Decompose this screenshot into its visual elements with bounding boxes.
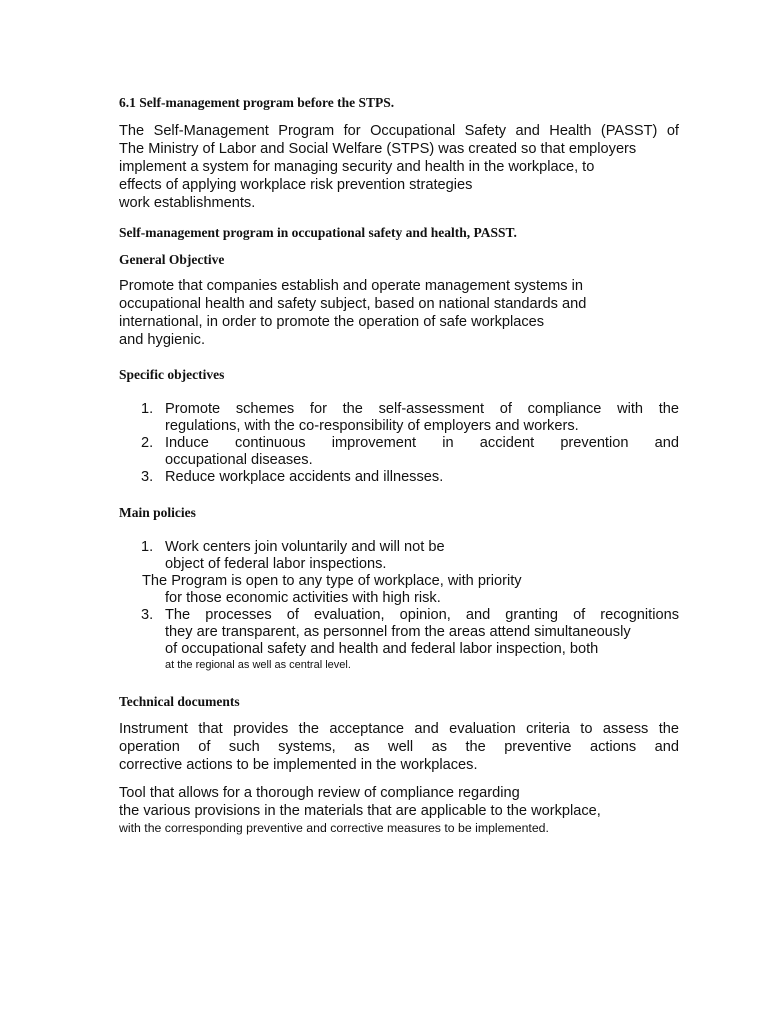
list-number: 3. bbox=[141, 607, 154, 623]
intro-paragraph bbox=[119, 122, 679, 212]
list-item bbox=[119, 573, 679, 607]
general-objective-line: occupational health and safety subject, based on national standards and bbox=[119, 296, 587, 312]
technical-documents-line: corrective actions to be implemented in the workplaces. bbox=[119, 757, 478, 773]
list-item-line: at the regional as well as central level. bbox=[165, 659, 351, 671]
list-number: 1. bbox=[141, 401, 154, 417]
intro-line: The Ministry of Labor and Social Welfare (STPS) was created so that employers bbox=[119, 141, 637, 157]
general-objective-line: Promote that companies establish and operate management systems in bbox=[119, 278, 584, 294]
intro-line: work establishments. bbox=[119, 195, 256, 211]
main-policies-list bbox=[119, 539, 679, 673]
list-item-line: they are transparent, as personnel from the areas attend simultaneously bbox=[165, 624, 631, 640]
technical-documents-line: operation of such systems, as well as the preventive actions and bbox=[119, 739, 679, 755]
list-item bbox=[119, 401, 679, 435]
program-title: Self-management program in occupational safety and health, PASST. bbox=[119, 225, 517, 240]
list-item-line: The Program is open to any type of workplace, with priority bbox=[142, 573, 522, 589]
list-number: 3. bbox=[141, 469, 154, 485]
general-objective-line: and hygienic. bbox=[119, 332, 206, 348]
list-item-line: Promote schemes for the self-assessment of compliance with the bbox=[165, 401, 679, 417]
technical-documents-paragraph-2 bbox=[119, 784, 679, 836]
list-item-line: Work centers join voluntarily and will not be bbox=[165, 539, 445, 555]
list-item-line: regulations, with the co-responsibility of employers and workers. bbox=[165, 418, 579, 434]
list-item-line: Reduce workplace accidents and illnesses. bbox=[165, 469, 444, 485]
technical-documents-line: the various provisions in the materials that are applicable to the workplace, bbox=[119, 803, 601, 819]
list-item-line: for those economic activities with high risk. bbox=[165, 590, 441, 606]
section-title: 6.1 Self-management program before the STPS. bbox=[119, 95, 395, 110]
list-item bbox=[119, 435, 679, 469]
intro-line: implement a system for managing security and health in the workplace, to bbox=[119, 159, 595, 175]
general-objective-paragraph bbox=[119, 277, 679, 349]
technical-documents-title: Technical documents bbox=[119, 694, 240, 709]
list-item-line: The processes of evaluation, opinion, and granting of recognitions bbox=[165, 607, 679, 623]
technical-documents-line: with the corresponding preventive and corrective measures to be implemented. bbox=[119, 821, 549, 835]
list-number: 2. bbox=[141, 435, 154, 451]
list-item-line: of occupational safety and health and federal labor inspection, both bbox=[165, 641, 599, 657]
list-item bbox=[119, 539, 679, 573]
list-item bbox=[119, 607, 679, 673]
list-item-line: Induce continuous improvement in accident prevention and bbox=[165, 435, 679, 451]
technical-documents-line: Tool that allows for a thorough review of compliance regarding bbox=[119, 785, 520, 801]
list-item-line: object of federal labor inspections. bbox=[165, 556, 387, 572]
intro-line: effects of applying workplace risk prevention strategies bbox=[119, 177, 473, 193]
general-objective-line: international, in order to promote the operation of safe workplaces bbox=[119, 314, 545, 330]
specific-objectives-list bbox=[119, 401, 679, 486]
general-objective-title: General Objective bbox=[119, 252, 225, 267]
technical-documents-line: Instrument that provides the acceptance and evaluation criteria to assess the bbox=[119, 721, 679, 737]
list-number: 1. bbox=[141, 539, 154, 555]
main-policies-title: Main policies bbox=[119, 505, 196, 520]
technical-documents-paragraph-1 bbox=[119, 720, 679, 774]
intro-line: The Self-Management Program for Occupational Safety and Health (PASST) of bbox=[119, 123, 679, 139]
list-item bbox=[119, 469, 679, 486]
document-page bbox=[119, 94, 679, 836]
specific-objectives-title: Specific objectives bbox=[119, 367, 225, 382]
list-item-line: occupational diseases. bbox=[165, 452, 313, 468]
